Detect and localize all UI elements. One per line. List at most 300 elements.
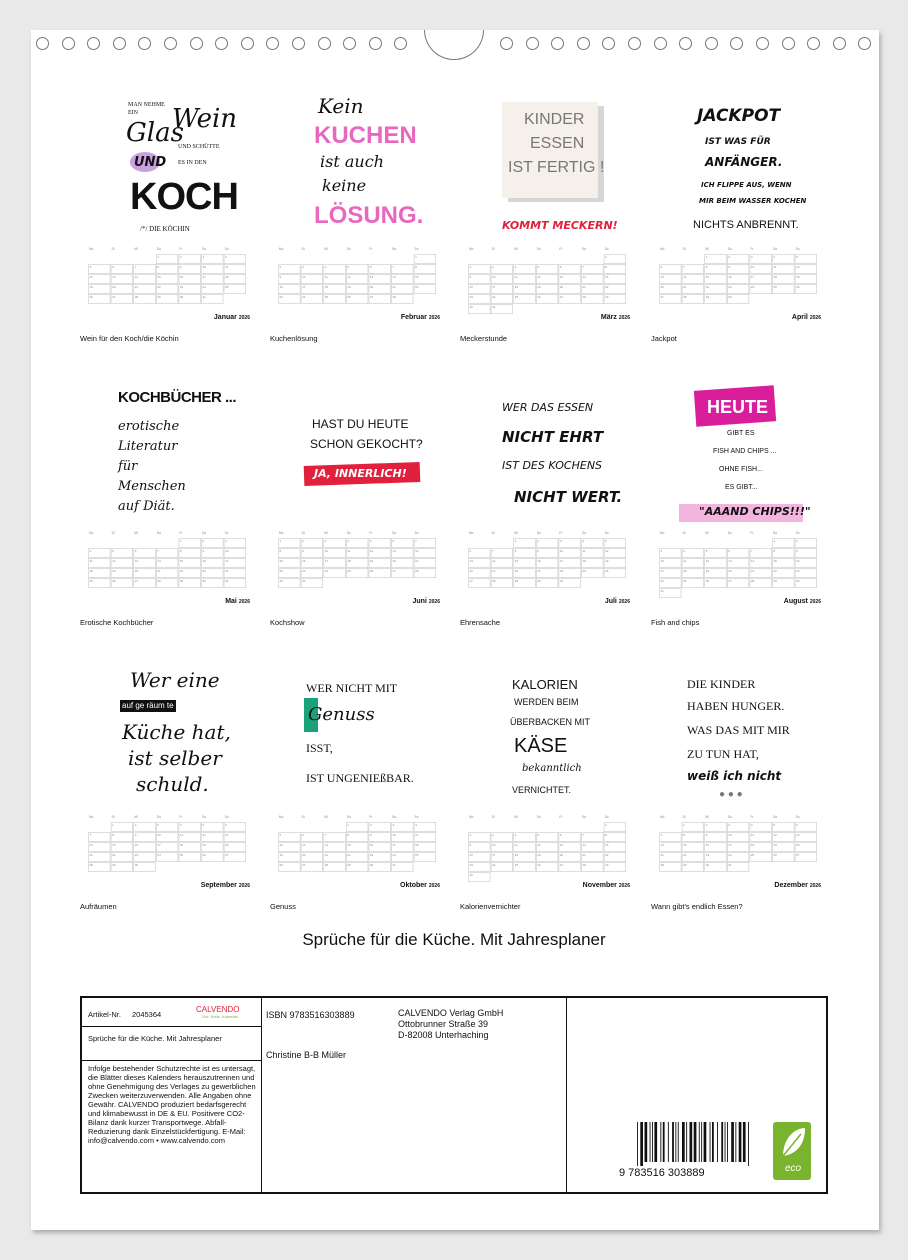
quote-line: KÄSE: [514, 735, 568, 757]
day-cell: [346, 285, 368, 294]
day-cell: [346, 823, 368, 832]
quote-line: HAST DU HEUTE: [312, 417, 409, 431]
calvendo-logo: CALVENDO: [196, 1005, 240, 1014]
day-cell: [795, 569, 817, 578]
svg-text:10: 10: [660, 559, 664, 563]
svg-text:11: 11: [415, 833, 419, 837]
weekday-label: Fr: [369, 247, 373, 251]
weekday-label: Mi: [514, 247, 518, 251]
weekday-label: Sa: [202, 531, 206, 535]
month-label: Februar 2026: [400, 314, 440, 321]
barcode-digits: 9 783516 303889: [619, 1167, 705, 1179]
day-cell: [369, 295, 391, 304]
svg-text:4: 4: [89, 549, 92, 553]
month-october: [270, 664, 442, 934]
weekday-label: Mi: [134, 247, 138, 251]
day-cell: [202, 843, 224, 852]
day-cell: [682, 833, 704, 842]
day-cell: [559, 833, 581, 842]
svg-text:23: 23: [728, 285, 732, 289]
svg-text:22: 22: [347, 853, 351, 857]
month-label: Dezember 2026: [774, 882, 821, 889]
svg-text:10: 10: [492, 275, 496, 279]
day-cell: [514, 833, 536, 842]
weekday-label: Fr: [559, 815, 563, 819]
day-cell: [89, 275, 111, 284]
day-cell: [156, 549, 178, 558]
day-cell: [89, 559, 111, 568]
weekday-label: Mi: [324, 247, 328, 251]
day-cell: [224, 255, 246, 264]
day-cell: [582, 863, 604, 872]
binding-ring: [730, 37, 743, 50]
svg-text:17: 17: [324, 559, 329, 563]
day-cell: [536, 853, 558, 862]
svg-text:18: 18: [683, 569, 687, 573]
day-cell: [705, 833, 727, 842]
svg-text:23: 23: [705, 853, 710, 857]
svg-text:11: 11: [514, 275, 518, 279]
month-label: Oktober 2026: [400, 882, 440, 889]
binding-ring: [628, 37, 641, 50]
svg-text:31: 31: [728, 863, 732, 867]
weekday-label: Mi: [705, 531, 709, 535]
day-cell: [301, 863, 323, 872]
day-cell: [369, 833, 391, 842]
day-cell: [705, 275, 727, 284]
svg-text:11: 11: [324, 275, 328, 279]
weekday-label: Di: [111, 531, 115, 535]
svg-text:13: 13: [369, 275, 374, 279]
svg-text:6: 6: [660, 265, 663, 269]
day-cell: [369, 843, 391, 852]
svg-text:28: 28: [134, 295, 139, 299]
quote-art-march: [460, 96, 632, 256]
barcode-bar: [699, 1122, 700, 1162]
svg-text:24: 24: [728, 853, 732, 857]
weekday-label: Di: [491, 815, 495, 819]
svg-text:1: 1: [179, 539, 182, 543]
svg-text:3: 3: [225, 539, 227, 543]
imprint-info-column: [82, 998, 262, 1192]
day-cell: [705, 843, 727, 852]
calendar-grid: [278, 528, 438, 598]
svg-text:6: 6: [392, 539, 395, 543]
day-cell: [224, 539, 246, 548]
weekday-label: Do: [536, 815, 541, 819]
svg-text:17: 17: [225, 559, 229, 563]
svg-text:1: 1: [112, 823, 114, 827]
day-cell: [727, 285, 749, 294]
svg-text:20: 20: [134, 569, 139, 573]
svg-text:21: 21: [582, 853, 586, 857]
day-cell: [156, 853, 178, 862]
day-cell: [705, 569, 727, 578]
day-cell: [156, 285, 178, 294]
quote-line: ANFÄNGER.: [705, 155, 783, 169]
svg-text:3: 3: [302, 265, 304, 269]
article-label: Artikel-Nr.: [88, 1010, 121, 1019]
binding-ring: [654, 37, 667, 50]
svg-text:25: 25: [750, 853, 755, 857]
month-label: April 2026: [791, 314, 821, 321]
day-cell: [559, 265, 581, 274]
binding-ring: [164, 37, 177, 50]
quote-line: ÜBERBACKEN MIT: [510, 717, 591, 727]
svg-text:27: 27: [134, 579, 139, 583]
day-cell: [773, 265, 795, 274]
binding-ring: [113, 37, 126, 50]
svg-text:10: 10: [324, 549, 329, 553]
svg-text:15: 15: [279, 559, 283, 563]
barcode-bar: [678, 1122, 679, 1162]
day-cell: [582, 539, 604, 548]
svg-text:29: 29: [605, 295, 609, 299]
day-cell: [301, 285, 323, 294]
quote-line: VERNICHTET.: [512, 785, 572, 795]
svg-text:8: 8: [773, 549, 776, 553]
barcode-bar: [735, 1122, 736, 1162]
day-cell: [727, 559, 749, 568]
quote-art-january: [80, 96, 252, 256]
svg-text:26: 26: [279, 863, 283, 867]
weekday-label: Do: [536, 247, 541, 251]
svg-text:8: 8: [705, 265, 708, 269]
weekday-label: Do: [727, 815, 732, 819]
svg-text:22: 22: [279, 569, 283, 573]
day-cell: [346, 275, 368, 284]
quote-line: OHNE FISH...: [719, 466, 763, 473]
barcode-bar: [725, 1122, 726, 1162]
svg-text:28: 28: [582, 863, 586, 867]
day-cell: [134, 559, 156, 568]
binding-ring: [369, 37, 382, 50]
day-cell: [156, 295, 178, 304]
day-cell: [179, 823, 201, 832]
day-cell: [202, 823, 224, 832]
day-cell: [682, 579, 704, 588]
day-cell: [414, 559, 436, 568]
svg-text:17: 17: [392, 843, 396, 847]
day-cell: [491, 285, 513, 294]
month-caption: Jackpot: [651, 334, 677, 343]
weekday-label: Mi: [514, 531, 518, 535]
svg-text:5: 5: [705, 549, 708, 553]
svg-text:16: 16: [369, 843, 374, 847]
day-cell: [795, 265, 817, 274]
svg-text:13: 13: [660, 275, 664, 279]
day-cell: [559, 569, 581, 578]
svg-text:7: 7: [660, 833, 663, 837]
quote-line: DIE KINDER: [687, 677, 756, 691]
day-cell: [179, 255, 201, 264]
binding-ring: [215, 37, 228, 50]
svg-text:29: 29: [347, 863, 351, 867]
day-cell: [301, 559, 323, 568]
svg-text:17: 17: [492, 853, 496, 857]
svg-text:14: 14: [392, 275, 396, 279]
day-cell: [414, 569, 436, 578]
barcode-bar: [710, 1122, 711, 1162]
weekday-label: Sa: [582, 815, 586, 819]
day-cell: [795, 833, 817, 842]
weekday-label: Fr: [179, 531, 183, 535]
svg-text:21: 21: [324, 853, 329, 857]
day-cell: [750, 265, 772, 274]
svg-text:16: 16: [279, 285, 283, 289]
svg-text:22: 22: [705, 285, 710, 289]
quote-line: keine: [322, 176, 367, 195]
svg-text:19: 19: [202, 843, 206, 847]
svg-text:19: 19: [796, 275, 800, 279]
svg-text:20: 20: [469, 569, 473, 573]
day-cell: [469, 265, 491, 274]
svg-text:30: 30: [469, 305, 473, 309]
weekday-label: Do: [346, 247, 351, 251]
svg-text:21: 21: [415, 559, 419, 563]
svg-text:26: 26: [537, 295, 541, 299]
quote-line: Literatur: [118, 439, 178, 454]
weekday-label: So: [414, 531, 419, 535]
weekday-label: Di: [301, 247, 305, 251]
month-caption: Kalorienvernichter: [460, 902, 521, 911]
day-cell: [795, 823, 817, 832]
svg-text:12: 12: [605, 549, 609, 553]
day-cell: [392, 285, 414, 294]
weekday-label: Do: [727, 247, 732, 251]
month-caption: Kochshow: [270, 618, 305, 627]
day-cell: [660, 549, 682, 558]
svg-text:16: 16: [469, 285, 473, 289]
day-cell: [89, 579, 111, 588]
svg-text:25: 25: [582, 569, 586, 573]
calendar-grid: [278, 812, 438, 882]
svg-text:4: 4: [415, 823, 417, 827]
day-cell: [111, 275, 133, 284]
svg-text:21: 21: [89, 853, 93, 857]
svg-text:21: 21: [660, 853, 664, 857]
svg-text:12: 12: [705, 559, 710, 563]
weekday-label: Sa: [392, 815, 396, 819]
quote-line: Genuss: [308, 704, 375, 725]
barcode-bar: [652, 1122, 653, 1162]
day-cell: [491, 275, 513, 284]
day-cell: [324, 275, 346, 284]
svg-text:5: 5: [202, 823, 205, 827]
spiral-binding: [0, 0, 908, 60]
svg-text:7: 7: [492, 549, 494, 553]
day-cell: [727, 579, 749, 588]
day-cell: [346, 265, 368, 274]
month-april: [651, 96, 823, 366]
day-cell: [660, 559, 682, 568]
svg-text:5: 5: [89, 265, 92, 269]
day-cell: [491, 295, 513, 304]
quote-art-november: [460, 664, 632, 824]
day-cell: [469, 569, 491, 578]
day-cell: [134, 823, 156, 832]
svg-text:8: 8: [683, 833, 685, 837]
day-cell: [727, 863, 749, 872]
svg-text:12: 12: [279, 843, 283, 847]
svg-text:22: 22: [514, 569, 519, 573]
svg-text:15: 15: [112, 843, 116, 847]
svg-text:28: 28: [157, 579, 161, 583]
svg-text:22: 22: [157, 285, 161, 289]
day-cell: [582, 285, 604, 294]
month-caption: Ehrensache: [460, 618, 501, 627]
svg-text:25: 25: [179, 853, 184, 857]
day-cell: [469, 549, 491, 558]
day-cell: [202, 255, 224, 264]
barcode-bar: [663, 1122, 665, 1162]
svg-text:15: 15: [605, 275, 609, 279]
svg-text:1: 1: [157, 255, 159, 259]
weekday-label: Mi: [514, 815, 518, 819]
svg-text:11: 11: [773, 265, 777, 269]
svg-text:6: 6: [469, 549, 472, 553]
svg-text:1: 1: [705, 255, 708, 259]
weekday-label: Mo: [660, 815, 665, 819]
quote-art-august: [651, 380, 823, 540]
day-cell: [491, 265, 513, 274]
day-cell: [705, 579, 727, 588]
day-cell: [279, 265, 301, 274]
day-cell: [491, 579, 513, 588]
quote-line: IST WAS FÜR: [705, 137, 771, 147]
day-cell: [414, 843, 436, 852]
barcode-bar: [712, 1122, 714, 1162]
quote-line: WER NICHT MIT: [306, 681, 398, 695]
svg-text:26: 26: [605, 569, 609, 573]
svg-text:5: 5: [773, 823, 776, 827]
quote-line: auf Diät.: [118, 499, 175, 514]
weekday-label: Mo: [89, 247, 94, 251]
svg-text:18: 18: [225, 275, 229, 279]
svg-text:29: 29: [279, 579, 283, 583]
weekday-label: Di: [491, 531, 495, 535]
svg-text:26: 26: [112, 579, 116, 583]
day-cell: [301, 549, 323, 558]
weekday-label: Sa: [773, 531, 777, 535]
svg-text:4: 4: [347, 539, 349, 543]
barcode-bar: [660, 1122, 661, 1162]
month-label: Januar 2026: [213, 314, 250, 321]
month-caption: Genuss: [270, 902, 296, 911]
svg-text:8: 8: [415, 265, 417, 269]
day-cell: [156, 579, 178, 588]
weekday-label: Fr: [750, 247, 754, 251]
svg-text:28: 28: [89, 863, 93, 867]
day-cell: [660, 853, 682, 862]
weekday-label: Do: [536, 531, 541, 535]
svg-text:8: 8: [157, 265, 159, 269]
svg-text:20: 20: [392, 559, 396, 563]
day-cell: [660, 579, 682, 588]
quote-line: KINDER: [524, 111, 585, 128]
day-cell: [179, 295, 201, 304]
svg-text:26: 26: [89, 295, 93, 299]
day-cell: [491, 569, 513, 578]
day-cell: [682, 275, 704, 284]
svg-text:24: 24: [392, 853, 396, 857]
barcode-bar: [748, 1122, 749, 1166]
svg-text:17: 17: [302, 285, 306, 289]
quote-line: NICHT WERT.: [514, 488, 623, 506]
barcode-bar: [675, 1122, 676, 1162]
svg-text:25: 25: [324, 295, 329, 299]
day-cell: [795, 539, 817, 548]
day-cell: [705, 285, 727, 294]
day-cell: [134, 853, 156, 862]
day-cell: [682, 549, 704, 558]
day-cell: [301, 265, 323, 274]
svg-text:30: 30: [728, 295, 732, 299]
day-cell: [582, 559, 604, 568]
svg-text:4: 4: [773, 255, 776, 259]
svg-text:26: 26: [202, 853, 206, 857]
publisher-name: CALVENDO Verlag GmbH: [398, 1008, 504, 1018]
weekday-label: So: [795, 531, 800, 535]
svg-text:13: 13: [796, 833, 800, 837]
dots: ● ● ●: [719, 789, 743, 800]
svg-text:9: 9: [369, 833, 372, 837]
svg-text:14: 14: [415, 549, 419, 553]
svg-text:18: 18: [582, 559, 586, 563]
svg-text:13: 13: [392, 549, 396, 553]
svg-text:21: 21: [582, 285, 586, 289]
svg-text:28: 28: [392, 295, 396, 299]
day-cell: [111, 569, 133, 578]
svg-text:27: 27: [369, 295, 374, 299]
month-caption: Meckerstunde: [460, 334, 508, 343]
day-cell: [392, 265, 414, 274]
day-cell: [392, 569, 414, 578]
day-cell: [682, 853, 704, 862]
svg-text:10: 10: [559, 549, 564, 553]
svg-text:11: 11: [347, 549, 351, 553]
svg-text:2: 2: [796, 539, 798, 543]
weekday-label: Do: [727, 531, 732, 535]
svg-text:27: 27: [112, 295, 116, 299]
svg-text:29: 29: [705, 295, 710, 299]
svg-text:2: 2: [705, 823, 708, 827]
quote-line: WER DAS ESSEN: [502, 401, 594, 414]
svg-text:20: 20: [559, 285, 564, 289]
svg-text:13: 13: [559, 275, 564, 279]
day-cell: [795, 285, 817, 294]
svg-text:9: 9: [469, 275, 472, 279]
quote-line: ES GIBT...: [725, 484, 758, 491]
day-cell: [202, 853, 224, 862]
svg-text:27: 27: [302, 863, 306, 867]
quote-line: KALORIEN: [512, 677, 578, 692]
binding-ring: [241, 37, 254, 50]
day-cell: [346, 559, 368, 568]
svg-text:23: 23: [302, 569, 306, 573]
day-cell: [705, 295, 727, 304]
day-cell: [727, 549, 749, 558]
day-cell: [179, 559, 201, 568]
binding-ring: [782, 37, 795, 50]
svg-text:14: 14: [492, 559, 496, 563]
day-cell: [604, 863, 626, 872]
day-cell: [682, 559, 704, 568]
svg-text:12: 12: [369, 549, 374, 553]
day-cell: [89, 863, 111, 872]
binding-ring: [190, 37, 203, 50]
month-caption: Aufräumen: [80, 902, 117, 911]
